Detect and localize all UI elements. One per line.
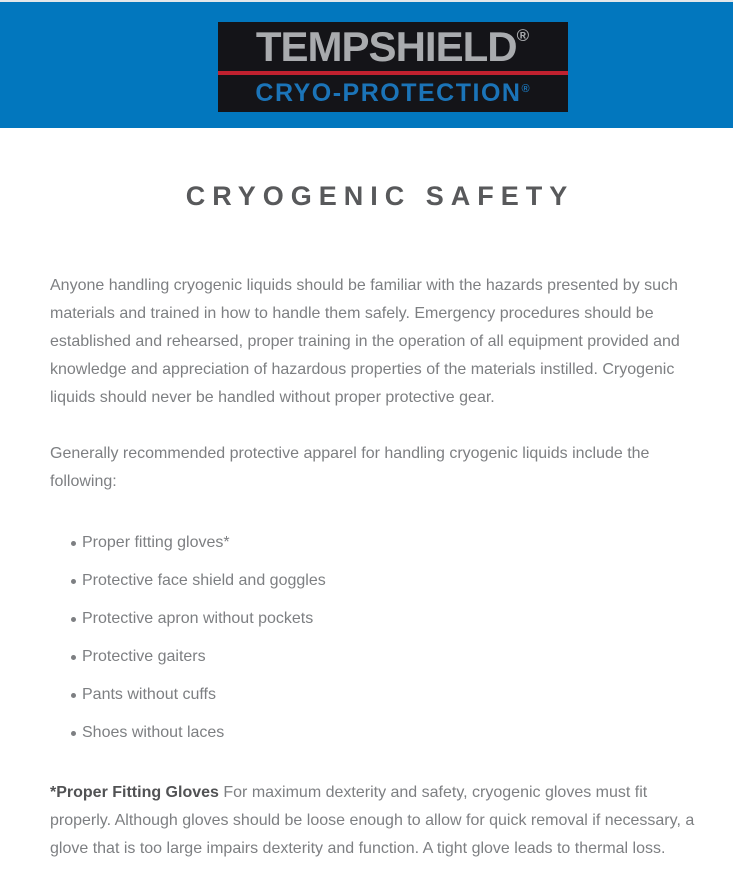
logo-brand-row: [218, 22, 568, 71]
page-title: CRYOGENIC SAFETY: [185, 181, 575, 211]
closing-lead-bold: *Proper Fitting Gloves: [50, 784, 219, 801]
tempshield-logo: [218, 22, 568, 112]
closing-text: For maximum dexterity and safety, cryogenic gloves must fit properly. Although gloves should be loose enough to allow for quick removal if necessary, a glove that is too large impairs dexterity and function. A tight glove leads to thermal loss.: [50, 784, 695, 857]
intro-paragraph: Anyone handling cryogenic liquids should be familiar with the hazards presented by such materials and trained in how to handle them safely. Emergency procedures should be established and rehearsed, proper training in the operation of all equipment provided and knowledge and appreciation of hazardous properties of the materials instilled. Cryogenic liquids should never be handled without proper protective gear.: [50, 277, 680, 406]
brand-wordmark: [255, 22, 530, 70]
logo-subbrand-row: [218, 75, 568, 112]
list-item: Pants without cuffs: [50, 681, 710, 709]
list-item: Protective gaiters: [50, 643, 710, 671]
list-item: Shoes without laces: [50, 719, 710, 747]
registered-trademark-icon: ®: [521, 83, 530, 95]
apparel-list: [50, 529, 710, 747]
subbrand-text: CRYO-PROTECTION: [255, 79, 522, 107]
recommendation-paragraph: Generally recommended protective apparel for handling cryogenic liquids include the following:: [50, 445, 650, 490]
closing-paragraph: [50, 779, 710, 863]
registered-trademark-icon: ®: [516, 25, 530, 45]
list-item: Proper fitting gloves*: [50, 529, 710, 557]
subbrand-wordmark: [255, 81, 529, 106]
list-item: Protective apron without pockets: [50, 605, 710, 633]
header-band: [0, 2, 733, 128]
brand-text: TEMPSHIELD: [255, 22, 517, 70]
list-item: Protective face shield and goggles: [50, 567, 710, 595]
article-body: [0, 183, 733, 863]
